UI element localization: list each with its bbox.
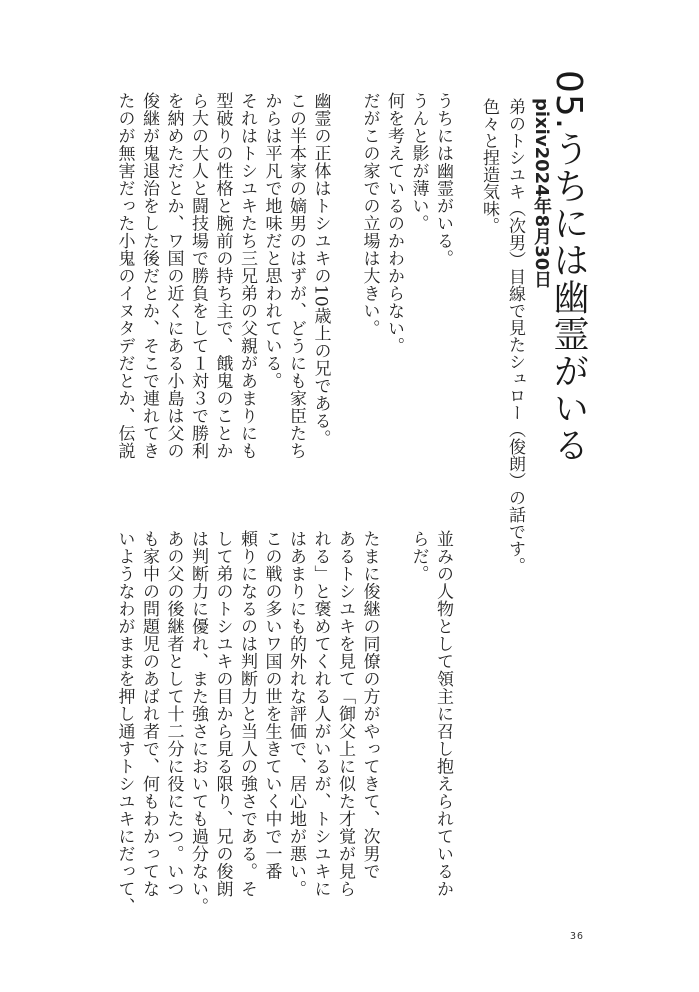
text-line: この半本家の嫡男のはずが、どうにも家臣たち [286,92,306,460]
body-text-upper [112,92,455,487]
description-line: 弟のトシユキ（次男）目線で見たシュロー（俊朗）の話です。 [505,98,525,574]
text-line: からは平凡で地味だと思われている。 [261,92,282,390]
text-line: 並みの人物として領主に召し抱えられているか [433,530,453,898]
text-line: 型破りの性格と腕前の持ち主で、餓鬼のことか [212,92,233,460]
text-line: だがこの家での立場は大きい。 [359,92,380,337]
text-line: ら大の大人と闘技場で勝負をして１対３で勝利 [188,92,208,460]
text-line: はあまりにも的外れな評価で、居心地が悪い。 [286,530,306,898]
text-line: して弟のトシユキの目から見る限り、兄の俊朗 [212,530,233,898]
text-line: を納めただとか、ワ国の近くにある小島は父の [163,92,184,460]
text-line: らだ。 [408,530,429,583]
text-line: 幽霊の正体はトシユキの10歳上の兄である。 [310,92,331,448]
description-line: 色々と捏造気味。 [479,98,499,234]
text-line: うんと影が薄い。 [408,92,429,232]
text-line: たのが無害だった小鬼のイヌタデだとか、伝説 [114,92,135,460]
text-line [382,530,407,935]
publish-date: pixiv2024年8月30日 [531,98,552,289]
text-line: は判断力に優れ、また強さにおいても過分ない。 [188,530,208,915]
text-line: あるトシユキを見て「御父上に似た才覚が見ら [335,530,355,898]
text-line: うちには幽霊がいる。 [433,92,453,267]
text-line: それはトシユキたち三兄弟の父親があまりにも [237,92,257,460]
text-line: 俊継が鬼退治をした後だとか、そこで連れてき [139,92,159,460]
text-line: この戦の多いワ国の世を生きていく中で一番 [261,530,282,880]
text-line: 何を考えているのかわからない。 [384,92,404,355]
text-line: れる」と褒めてくれる人がいるが、トシユキに [310,530,331,898]
chapter-subtitle [476,98,554,598]
text-line: いようなわがままを押し通すトシユキにだって、 [114,530,135,915]
text-line: たまに俊継の同僚の方がやってきて、次男で [359,530,380,880]
text-line: も家中の問題児のあばれ者で、何もわかってな [139,530,159,898]
body-text-lower [112,530,455,935]
chapter-title: 05.うちには幽霊がいる [548,70,589,464]
text-line: あの父の後継者として十二分に役にたつ。いつ [163,530,184,898]
page-number: 36 [570,931,585,942]
text-line [333,92,358,487]
text-line: 頼りになるのは判断力と当人の強さである。そ [237,530,257,898]
